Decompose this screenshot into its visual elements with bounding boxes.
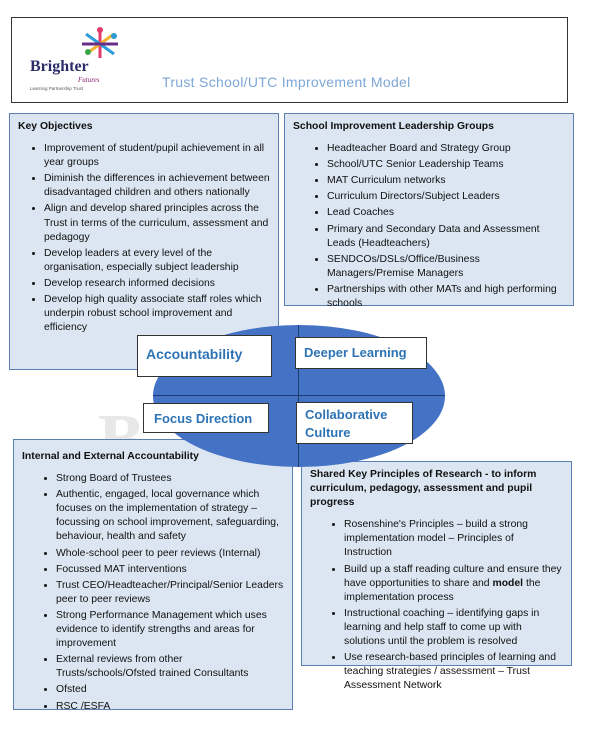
list-item: • Align and develop shared principles across the Trust in terms of the curriculum, assessment and pedagogy bbox=[44, 202, 270, 244]
list-item: • Strong Board of Trustees bbox=[56, 472, 284, 486]
collaborative-line2: Culture bbox=[305, 425, 351, 440]
leadership-groups-heading: School Improvement Leadership Groups bbox=[293, 121, 494, 132]
list-item: • School/UTC Senior Leadership Teams bbox=[327, 158, 565, 172]
key-objectives-list bbox=[18, 142, 270, 335]
focus-direction-label: Focus Direction bbox=[143, 403, 269, 433]
list-item: • Lead Coaches bbox=[327, 206, 565, 220]
list-item: • Instructional coaching – identifying gaps in learning and help staff to come up with solutions until the problem is resolved bbox=[344, 607, 563, 649]
list-item: • Authentic, engaged, local governance which focuses on the implementation of strategy – focussing on school improvement, safeguarding, behaviour, health and safety bbox=[56, 488, 284, 544]
list-item: • Partnerships with other MATs and high performing schools bbox=[327, 283, 565, 311]
list-item: • Focussed MAT interventions bbox=[56, 563, 284, 577]
list-item: • Develop high quality associate staff roles which underpin robust school improvement and efficiency bbox=[44, 293, 270, 335]
list-item: • RSC /ESFA bbox=[56, 700, 284, 714]
list-item: • Headteacher Board and Strategy Group bbox=[327, 142, 565, 156]
accountability-list bbox=[22, 472, 284, 714]
list-item: • Diminish the differences in achievement between disadvantaged children and others nationally bbox=[44, 172, 270, 200]
list-item: • Improvement of student/pupil achievement in all year groups bbox=[44, 142, 270, 170]
page-title: Trust School/UTC Improvement Model bbox=[162, 74, 411, 90]
list-item-text: Build up a staff reading culture and ensure they have opportunities to share and bbox=[344, 563, 562, 589]
accountability-box bbox=[13, 439, 293, 710]
collaborative-line1: Collaborative bbox=[305, 407, 388, 422]
collaborative-culture-label bbox=[296, 402, 413, 444]
list-item-text: the implementation process bbox=[344, 577, 541, 603]
logo-subtitle: Futures bbox=[78, 76, 100, 84]
list-item: • Primary and Secondary Data and Assessment Leads (Headteachers) bbox=[327, 223, 565, 251]
research-principles-box bbox=[301, 461, 572, 692]
brighter-futures-logo bbox=[26, 26, 126, 94]
bold-word: model bbox=[492, 577, 524, 589]
list-item: • Ofsted bbox=[56, 683, 284, 697]
list-item: • Develop research informed decisions bbox=[44, 277, 270, 291]
logo-wordmark: Brighter bbox=[30, 58, 89, 75]
star-figure-icon bbox=[78, 26, 122, 62]
key-objectives-heading: Key Objectives bbox=[18, 121, 93, 132]
list-item: • SENDCOs/DSLs/Office/Business Managers/Premise Managers bbox=[327, 253, 565, 281]
list-item: • Strong Performance Management which uses evidence to identify strengths and areas for improvement bbox=[56, 609, 284, 651]
list-item bbox=[344, 563, 563, 605]
list-item: • Trust CEO/Headteacher/Principal/Senior Leaders peer to peer reviews bbox=[56, 579, 284, 607]
accountability-heading: Internal and External Accountability bbox=[22, 451, 199, 462]
list-item: • MAT Curriculum networks bbox=[327, 174, 565, 188]
research-list bbox=[310, 518, 563, 693]
list-item: • Whole-school peer to peer reviews (Internal) bbox=[56, 547, 284, 561]
ellipse-horizontal-divider bbox=[153, 395, 445, 396]
deeper-learning-label: Deeper Learning bbox=[295, 337, 427, 369]
list-item: • Develop leaders at every level of the organisation, especially subject leadership bbox=[44, 247, 270, 275]
list-item: • Use research-based principles of learning and teaching strategies / assessment – Trust Assessment Network bbox=[344, 651, 563, 693]
leadership-groups-box bbox=[284, 113, 574, 310]
accountability-label: Accountability bbox=[137, 335, 272, 377]
leadership-groups-list bbox=[293, 142, 565, 311]
list-item: • Curriculum Directors/Subject Leaders bbox=[327, 190, 565, 204]
research-heading: Shared Key Principles of Research - to inform curriculum, pedagogy, assessment and pupil progress bbox=[310, 469, 537, 509]
list-item: • External reviews from other Trusts/schools/Ofsted trained Consultants bbox=[56, 653, 284, 681]
logo-tagline: Learning Partnership Trust bbox=[30, 86, 84, 91]
list-item: • Rosenshine's Principles – build a strong implementation model – Principles of Instruction bbox=[344, 518, 563, 560]
header-banner bbox=[11, 17, 568, 103]
